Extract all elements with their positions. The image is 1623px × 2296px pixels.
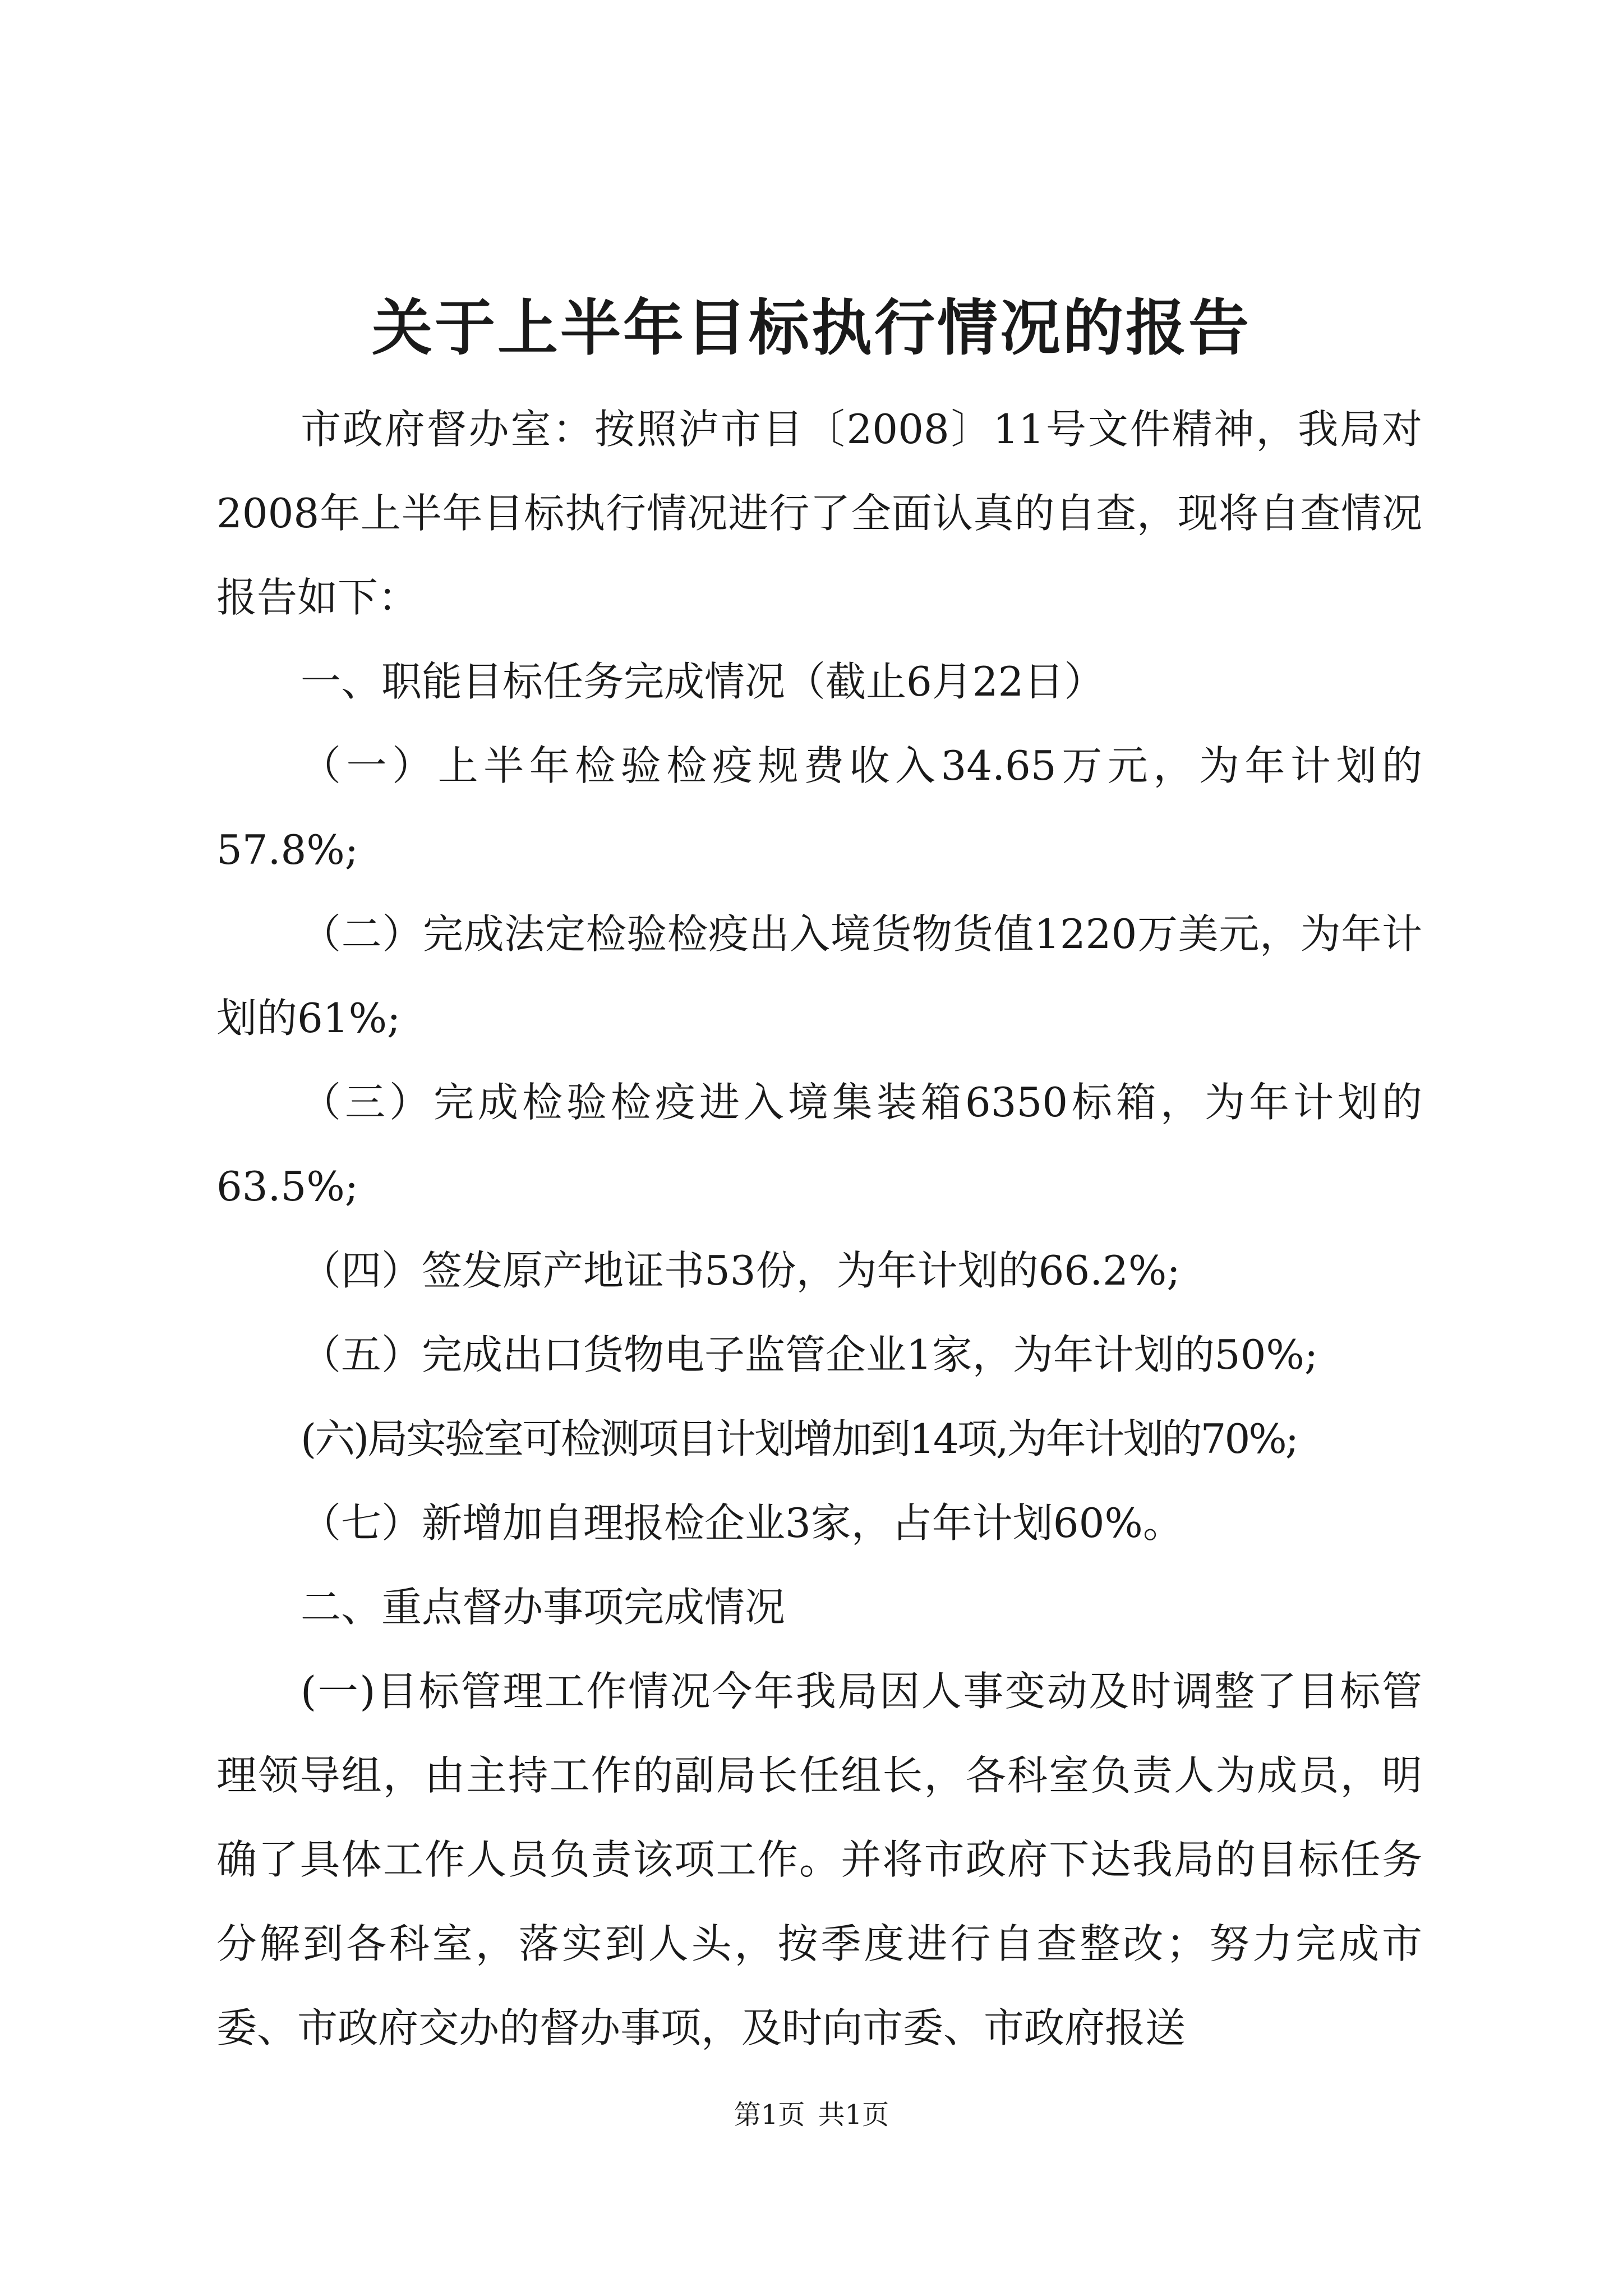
list-item: （二）完成法定检验检疫出入境货物货值1220万美元，为年计划的61%; [216,910,1422,1042]
page-number: 第1页 [734,2099,805,2131]
paragraph-intro: 市政府督办室：按照泸市目〔2008〕11号文件精神，我局对2008年上半年目标执行情况进行了全面认真的自查，现将自查情况报告如下： [216,406,1422,621]
section-heading-2: 二、重点督办事项完成情况 [301,1584,786,1631]
section-heading-1: 一、职能目标任务完成情况（截止6月22日） [301,658,1105,705]
list-item: （五）完成出口货物电子监管企业1家，为年计划的50%; [301,1331,1318,1378]
list-item: (六)局实验室可检测项目计划增加到14项,为年计划的70%; [301,1415,1297,1462]
paragraph-target-management: (一)目标管理工作情况今年我局因人事变动及时调整了目标管理领导组，由主持工作的副局长任组长，各科室负责人为成员，明确了具体工作人员负责该项工作。并将市政府下达我局的目标任务分解到各科室，落实到人头，按季度进行自查整改；努力完成市委、市政府交办的督办事项，及时向市委、市政府报送 [216,1668,1422,2051]
list-item: （一）上半年检验检疫规费收入34.65万元，为年计划的57.8%; [216,742,1422,873]
page-footer [0,2095,1623,2134]
page-total: 共1页 [818,2099,889,2131]
list-item: （七）新增加自理报检企业3家，占年计划60%。 [301,1499,1183,1547]
document-body [216,387,1422,2070]
document-title: 关于上半年目标执行情况的报告 [371,293,1251,364]
list-item: （四）签发原产地证书53份，为年计划的66.2%; [301,1247,1181,1294]
list-item: （三）完成检验检疫进入境集装箱6350标箱，为年计划的63.5%; [216,1079,1422,1210]
